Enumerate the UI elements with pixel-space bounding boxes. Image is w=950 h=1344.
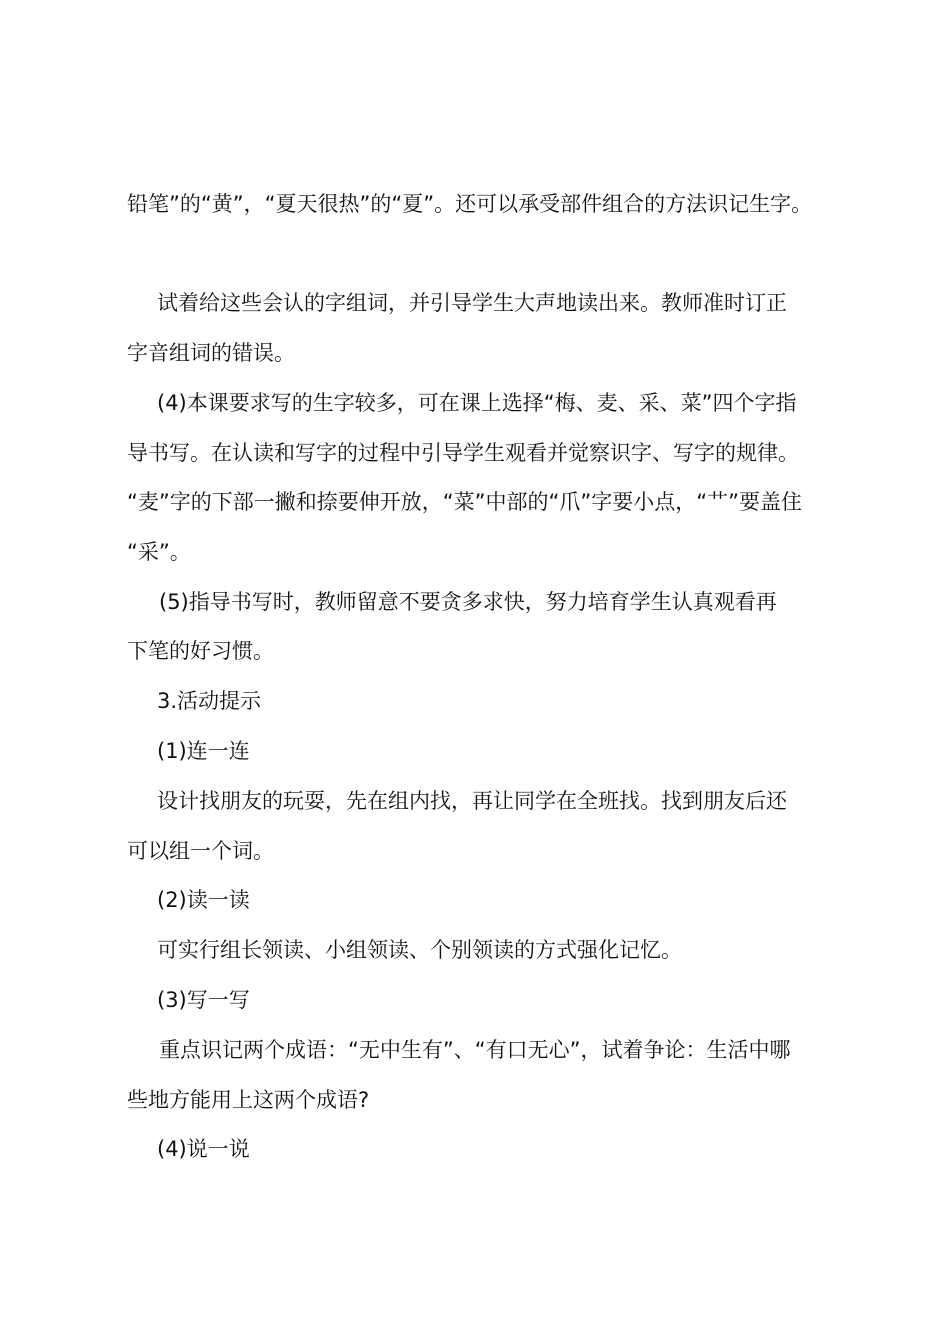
- paragraph-line: “采”。: [127, 540, 191, 564]
- paragraph-line: 字音组词的错误。: [127, 341, 295, 365]
- paragraph-line: 下笔的好习惯。: [127, 639, 274, 663]
- subsection-heading: (2)读一读: [157, 888, 250, 912]
- paragraph-line: 些地方能用上这两个成语?: [127, 1088, 370, 1112]
- paragraph-line: “麦”字的下部一撇和捺要伸开放，“菜”中部的“爪”字要小点，“艹”要盖住: [127, 490, 803, 514]
- paragraph-line: 铅笔”的“黄”，“夏天很热”的“夏”。还可以承受部件组合的方法识记生字。: [127, 192, 813, 216]
- paragraph-line: 试着给这些会认的字组词，并引导学生大声地读出来。教师准时订正: [157, 291, 787, 315]
- paragraph-line: 可以组一个词。: [127, 839, 274, 863]
- section-heading: 3.活动提示: [157, 689, 262, 713]
- paragraph-line: (5)指导书写时，教师留意不要贪多求快，努力培育学生认真观看再: [159, 590, 777, 614]
- subsection-heading: (4)说一说: [157, 1137, 250, 1161]
- subsection-heading: (1)连一连: [157, 739, 250, 763]
- paragraph-line: 重点识记两个成语：“无中生有”、“有口无心”，试着争论：生活中哪: [159, 1038, 791, 1062]
- paragraph-line: (4)本课要求写的生字较多，可在课上选择“梅、麦、采、菜”四个字指: [157, 391, 797, 415]
- paragraph-line: 导书写。在认读和写字的过程中引导学生观看并觉察识字、写字的规律。: [127, 441, 799, 465]
- paragraph-line: 设计找朋友的玩耍，先在组内找，再让同学在全班找。找到朋友后还: [157, 789, 787, 813]
- subsection-heading: (3)写一写: [157, 988, 250, 1012]
- paragraph-line: 可实行组长领读、小组领读、个别领读的方式强化记忆。: [157, 938, 682, 962]
